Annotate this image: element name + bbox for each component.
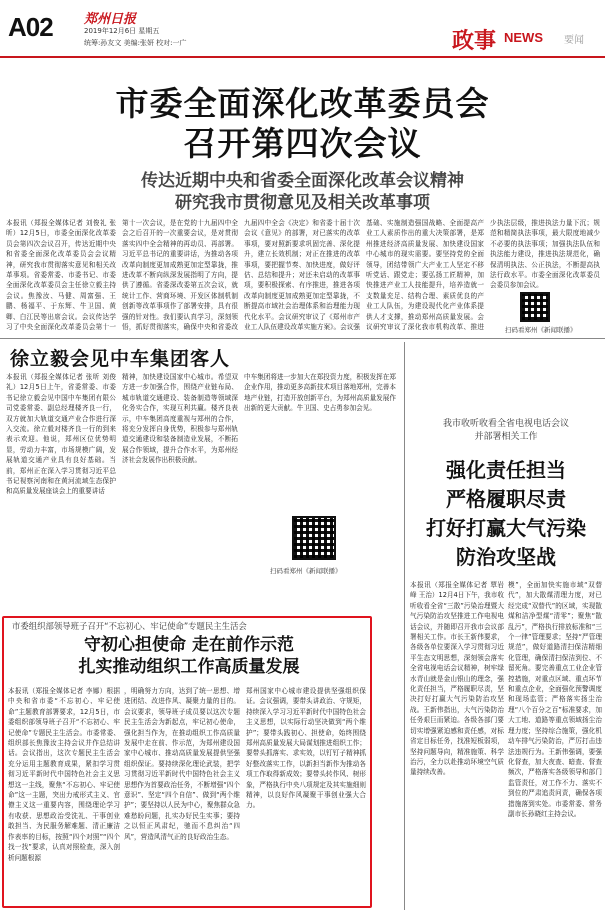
issue-date: 2019年12月6日 星期五 <box>84 27 160 35</box>
article1-column: 基础、实施制造强国战略、全面提高产业工人素质作出的重大决策部署，是郑州推进经济高质量发展、加快建设国家中心城市的现实需要。要坚持党的全面领导，团结带领广大产业工人坚定不移听党话、跟党走；要弘扬工匠精神，加快推进产业工人技能提升，培养造就一支数量充足、结构合理、素质优良的产业工人队伍，为建设现代化产业体系提供人才支撑，推动郑州高质量发展。会议研究审议了深化我市机构改革、推进 <box>366 219 484 332</box>
article3-column: 模”，全面加快实施市域“双替代”，加大散煤清理力度，对已经完成“双替代”的区域，实现散煤和洁净型煤“清零”；聚焦“散乱污”，严格执行排放标准和“三个一律”管理要求；坚持“严管理规范”，做好道路清扫保洁精细化管理，确保清扫保洁到位、不留死角。要完善重点工业企业管控措施，对重点区域、重点环节和重点企业，全面强化预警调度和现场监管；严格落实扬尘治理“八个百分之百”标准要求，加大工地、道路等重点领域扬尘治理力度；坚持综合施策，强化机动车排气污染防治，严厉打击违法违规行为。王新伟强调，要强化督查，加大夜查、暗查、督查频次，严格落实各级领导和部门监管责任，对工作不力、落实不到位的严肃追责问责，确保各项措施落到实处。市委常委、常务副市长孙晓红主持会议。 <box>508 581 602 818</box>
article4-headline-line: 扎实推动组织工作高质量发展 <box>78 657 300 677</box>
article1-column: 少执法层级，推进执法力量下沉；规范和精简执法事项，最大限度地减少不必要的执法事项；加强执法队伍和执法能力建设，推进执法规范化，确保清明执法、公正执法，不断提高执法行政水平。市委全面深化改革委员会委员参加会议。 <box>490 219 600 290</box>
article1-subheadline: 研究我市贯彻意见及相关改革事项 <box>175 193 430 213</box>
article4-column: ，明确努力方向，达到了统一思想、增进团结、改进作风、凝聚力量的目的。会议要求，领导班子成员要以这次专题民主生活会为新起点，牢记初心使命，强化担当作为，在推动组织工作高质量发展中走在前、作示范，为郑州建设国家中心城市、推动高质量发展提供坚强组织保证。要持续深化理论武装，把学习贯彻习近平新时代中国特色社会主义思想作为首要政治任务，不断增强“四个意识”、坚定“四个自信”、做到“两个维护”；要坚持以人民为中心，聚焦群众急难愁盼问题，扎实办好民生实事；要持之以恒正风肃纪，驰而不息纠治“四风”，营造风清气正的良好政治生态。 <box>124 687 240 841</box>
article1-column: 第十一次会议，是在党的十九届四中全会之后召开的一次重要会议，是对贯彻落实四中全会精神的再动员、再部署。习近平总书记的重要讲话，为推动各项改革向制度更加成熟更加定型靠拢，推进改革不断向纵深发展指明了方向，提供了遵循。省委深改委第五次会议，就统计工作、营商环境、开发区体制机制创新等改革事项作了部署安排，具有很强的针对性。我们要认真学习，深刻领悟，抓好贯彻落实，确保中央和省委改 <box>122 219 238 332</box>
qr-code-icon <box>520 292 550 322</box>
article1-column: 九届四中全会《决定》和省委十届十次会议《意见》的部署，对已落实的改革事项，要对照新要求巩固完善、深化提升，建立长效机制；对正在推进的改革事项，要把握节奏、加快进度，做好评估、总结和提升；对还未启动的改革事项，要积极探索、有序推进，推进各项改革向制度更加成熟更加定型靠拢，不断提高市域社会治理体系和治理能力现代化水平。会议研究审议了《郑州市产业工人队伍建设改革实施方案》。会议强 <box>244 219 360 332</box>
section-title: 政事 <box>452 29 497 54</box>
article4-headline-line: 守初心担使命 走在前作示范 <box>84 635 294 655</box>
article2-column: 中车集团将进一步加大在郑投资力度，积极发挥在郑企业作用，推动更多高新技术项目落地郑州，完善本地产业链，打造开放创新平台，为郑州高质量发展作出新的更大贡献。牛卫国、史占勇参加会见。 <box>244 373 396 413</box>
article3-headline-line: 强化责任担当 <box>446 458 566 482</box>
article2-column: 本报讯（郑报全媒体记者 张昕 刘俊礼）12月5日上午，省委常委、市委书记徐立毅会见中国中车集团有限公司党委常委、副总经理楼齐良一行，双方就加大轨道交通产业合作进行深入交流。徐立毅对楼齐良一行的到来表示欢迎。他说，郑州区位优势明显，劳动力丰富，市场规模广阔，发展轨道交通产业具有良好基础。当前，郑州正在深入学习贯彻习近平总书记视察河南和在黄河流域生态保护和高质量发展座谈会上的重要讲话 <box>6 373 116 496</box>
article4-column: 郑州国家中心城市建设提供坚强组织保证。会议强调，要带头讲政治、守规矩，持续深入学习习近平新时代中国特色社会主义思想，以实际行动坚决做到“两个维护”；要带头践初心、担使命，始终围绕郑州高质量发展大局谋划推进组织工作；要带头抓落实、求实效，以钉钉子精神抓好整改落实工作，以新担当新作为推动各项工作取得新成效；要带头转作风、树形象，严格执行中央八项规定及其实施细则精神，以良好作风凝聚干事创业强大合力。 <box>246 687 366 810</box>
section-subtitle: 要闻 <box>564 35 584 46</box>
article4-kicker: 市委组织部领导班子召开“不忘初心、牢记使命”专题民主生活会 <box>12 621 247 631</box>
article3-headline-line: 严格履职尽责 <box>446 487 566 511</box>
qr-caption: 扫码看郑州《新闻联播》 <box>505 326 577 334</box>
article1-headline-line: 市委全面深化改革委员会 <box>115 84 490 123</box>
article2-column: 精神，加快建设国家中心城市。希望双方进一步加强合作，围绕产业链布局、城市轨道交通建设、装备制造等领域深化务实合作，实现互利共赢。楼齐良表示，中车集团高度重视与郑州的合作，将充分发挥自身优势，积极参与郑州轨道交通建设和装备制造业发展，不断拓展合作领域，提升合作水平，为郑州经济社会发展作出积极贡献。 <box>122 373 238 465</box>
article3-column: 本报讯（郑报全媒体记者 覃岩峰 王治）12月4日下午，我市收听收看全省“三散”污染治理暨大气污染防治攻坚推进工作电视电话会议，并随即召开我市会议部署相关工作。市长王新伟要求，各级各单位要深入学习贯彻习近平生态文明思想，深刻领会落实全省电视电话会议精神，树牢绿水青山就是金山银山的理念，强化责任担当，严格履职尽责，坚决打好打赢大气污染防治攻坚战。王新伟指出，大气污染防治任务艰巨而紧迫。各级各部门要切实增强紧迫感和责任感，对标省定目标任务，找准短板弱项，坚持问题导向，精准施策、科学治污，全力以赴推动环境空气质量持续改善。 <box>410 581 504 777</box>
column-divider <box>404 342 405 910</box>
article1-column: 本报讯（郑报全媒体记者 刘俊礼 张昕）12月5日，市委全面深化改革委员会第四次会议召开，传达近期中央和省委全面深化改革委员会会议精神，研究我市贯彻落实意见和相关改革事项。省委常委、市委书记、市委全面深化改革委员会主任徐立毅主持会议。焦豫汝、马健、周富强、王鹏、杨福平、于东辉、牛卫国、黄卿、白江民等出席会议。会议传达学习了中央全面深化改革委员会第十一 <box>6 219 116 332</box>
article3-kicker-line: 我市收听收看全省电视电话会议 <box>442 419 569 429</box>
article3-kicker-line: 并部署相关工作 <box>474 432 538 442</box>
article3-headline <box>407 456 605 572</box>
article1-headline-line: 召开第四次会议 <box>183 124 422 163</box>
article3-kicker <box>407 418 605 444</box>
article4-column: 本报讯（郑报全媒体记者 李娜）根据中央和省市委“不忘初心、牢记使命”主题教育部署要求，12月5日，市委组织部领导班子召开“不忘初心、牢记使命”专题民主生活会。市委常委、组织部长焦豫汝主持会议并作总结讲话。会议指出，这次专题民主生活会充分运用主题教育成果，紧扣学习贯彻习近平新时代中国特色社会主义思想这一主线，聚焦“不忘初心、牢记使命”这一主题，突出力戒形式主义、官僚主义这一重要内容，围绕理论学习有收获、思想政治受洗礼、干事创业敢担当、为民服务解难题、清正廉洁作表率的目标，按照“四个对照”“四个找一找”要求，认真对照检查，深入剖析问题根源 <box>8 687 120 862</box>
qr-code-icon <box>292 516 336 560</box>
article3-headline-line: 打好打赢大气污染 <box>426 516 586 540</box>
article2-headline: 徐立毅会见中车集团客人 <box>10 348 231 370</box>
article1-subheadline: 传达近期中央和省委全面深化改革会议精神 <box>141 171 464 191</box>
page-number: A02 <box>8 12 53 42</box>
article3-headline-line: 防治攻坚战 <box>456 545 556 569</box>
divider <box>0 338 605 339</box>
paper-logo: 郑州日报 <box>84 12 137 27</box>
article4-headline <box>8 634 370 678</box>
editor-credits: 统筹:孙友文 美编:张妍 校对:一广 <box>84 39 187 47</box>
masthead <box>0 0 605 58</box>
section-title-en: NEWS <box>504 30 543 45</box>
qr-caption: 扫码看郑州《新闻联播》 <box>270 567 342 575</box>
article1-headline <box>0 84 605 164</box>
